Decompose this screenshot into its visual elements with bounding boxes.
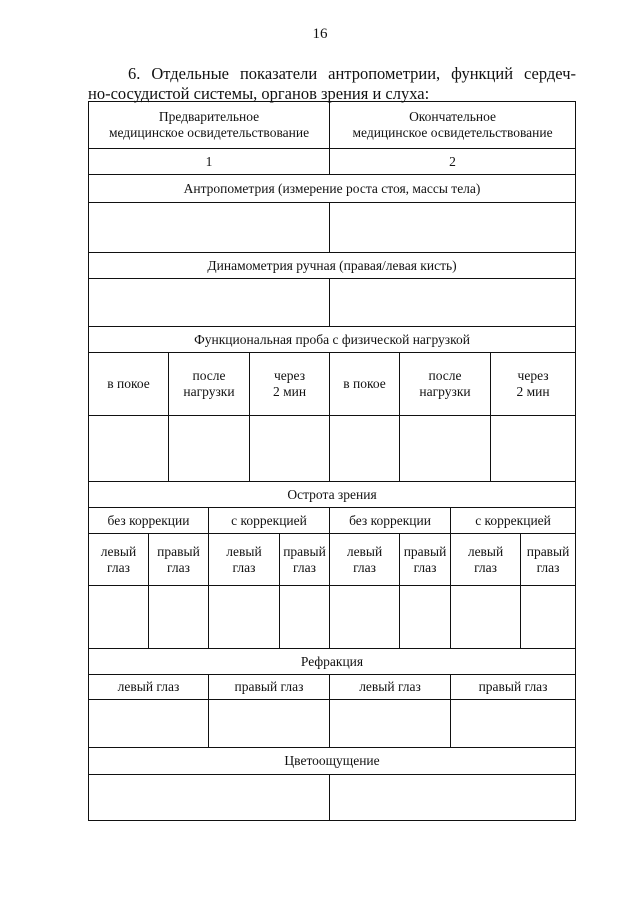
- eye-col: левый глаз: [451, 534, 521, 586]
- visual-acuity-cell[interactable]: [89, 586, 149, 649]
- refraction-col: правый глаз: [209, 675, 330, 700]
- eye-col: правый глаз: [400, 534, 451, 586]
- refraction-cell[interactable]: [89, 700, 209, 748]
- anthropometry-preliminary-cell[interactable]: [89, 203, 330, 253]
- section-refraction: Рефракция: [89, 649, 576, 675]
- correction-col: с коррекцией: [451, 508, 576, 534]
- heading-line-2: но-сосудистой системы, органов зрения и слуха:: [88, 84, 430, 103]
- medical-indicators-table: [88, 101, 576, 821]
- section-heading: [88, 64, 576, 104]
- col-number-1: 1: [89, 149, 330, 175]
- visual-acuity-cell[interactable]: [330, 586, 400, 649]
- correction-col: с коррекцией: [209, 508, 330, 534]
- functional-test-cell[interactable]: [491, 416, 576, 482]
- correction-col: без коррекции: [89, 508, 209, 534]
- section-anthropometry: Антропометрия (измерение роста стоя, массы тела): [89, 175, 576, 203]
- section-color-perception: Цветоощущение: [89, 748, 576, 775]
- visual-acuity-cell[interactable]: [521, 586, 576, 649]
- color-perception-preliminary-cell[interactable]: [89, 775, 330, 821]
- functional-test-col: после нагрузки: [169, 353, 250, 416]
- section-visual-acuity: Острота зрения: [89, 482, 576, 508]
- refraction-col: правый глаз: [451, 675, 576, 700]
- refraction-cell[interactable]: [451, 700, 576, 748]
- eye-col: правый глаз: [149, 534, 209, 586]
- functional-test-col: в покое: [330, 353, 400, 416]
- functional-test-cell[interactable]: [400, 416, 491, 482]
- visual-acuity-cell[interactable]: [149, 586, 209, 649]
- eye-col: правый глаз: [521, 534, 576, 586]
- refraction-cell[interactable]: [330, 700, 451, 748]
- color-perception-final-cell[interactable]: [330, 775, 576, 821]
- functional-test-col: после нагрузки: [400, 353, 491, 416]
- refraction-col: левый глаз: [89, 675, 209, 700]
- refraction-col: левый глаз: [330, 675, 451, 700]
- anthropometry-final-cell[interactable]: [330, 203, 576, 253]
- eye-col: правый глаз: [280, 534, 330, 586]
- col-header-final: Окончательное медицинское освидетельствование: [330, 102, 576, 149]
- section-dynamometry: Динамометрия ручная (правая/левая кисть): [89, 253, 576, 279]
- functional-test-cell[interactable]: [250, 416, 330, 482]
- col-number-2: 2: [330, 149, 576, 175]
- dynamometry-preliminary-cell[interactable]: [89, 279, 330, 327]
- eye-col: левый глаз: [209, 534, 280, 586]
- functional-test-cell[interactable]: [330, 416, 400, 482]
- visual-acuity-cell[interactable]: [451, 586, 521, 649]
- functional-test-col: в покое: [89, 353, 169, 416]
- heading-line-1: 6. Отдельные показатели антропометрии, функций сердеч-: [128, 64, 576, 83]
- functional-test-col: через 2 мин: [491, 353, 576, 416]
- section-functional-test: Функциональная проба с физической нагрузкой: [89, 327, 576, 353]
- eye-col: левый глаз: [89, 534, 149, 586]
- functional-test-col: через 2 мин: [250, 353, 330, 416]
- correction-col: без коррекции: [330, 508, 451, 534]
- page-number: 16: [312, 26, 328, 42]
- refraction-cell[interactable]: [209, 700, 330, 748]
- dynamometry-final-cell[interactable]: [330, 279, 576, 327]
- eye-col: левый глаз: [330, 534, 400, 586]
- visual-acuity-cell[interactable]: [209, 586, 280, 649]
- col-header-preliminary: Предварительное медицинское освидетельствование: [89, 102, 330, 149]
- functional-test-cell[interactable]: [169, 416, 250, 482]
- functional-test-cell[interactable]: [89, 416, 169, 482]
- visual-acuity-cell[interactable]: [280, 586, 330, 649]
- visual-acuity-cell[interactable]: [400, 586, 451, 649]
